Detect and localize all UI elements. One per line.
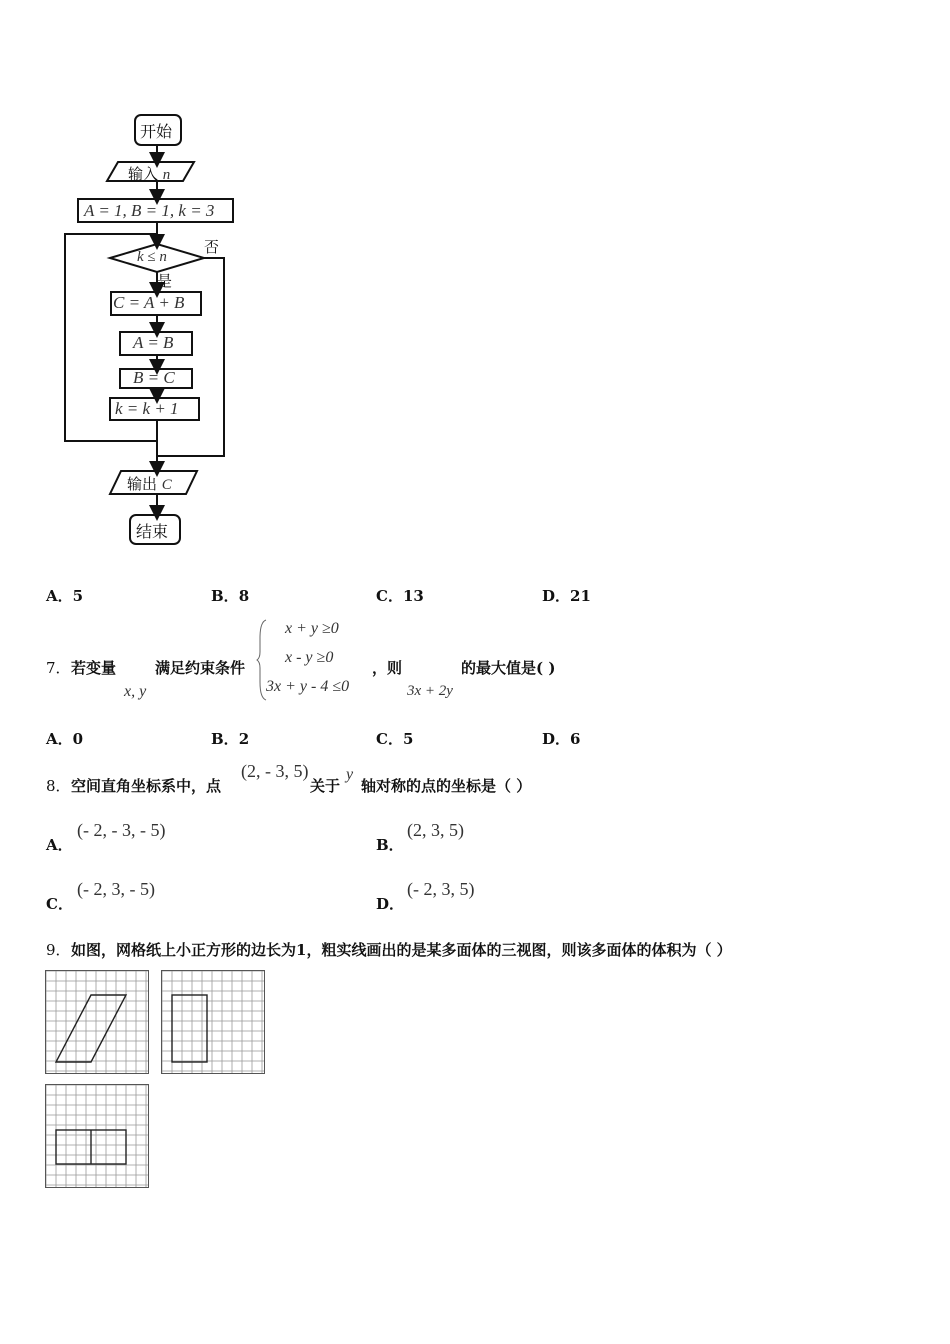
q9-text: 如图，网格纸上小正方形的边长为1，粗实线画出的是某多面体的三视图，则该多面体的体积为（ ） (71, 941, 732, 959)
q9-number: 9． (46, 941, 71, 959)
q7-text-4: 的最大值是( ) (461, 659, 556, 677)
flow-start-text: 开始 (140, 122, 173, 141)
q7-option-d[interactable]: D．6 (542, 730, 581, 748)
q7-constraint-2: x - y ≥0 (285, 649, 334, 666)
side-view-grid (161, 970, 265, 1074)
flow-no-label: 否 (204, 238, 220, 256)
q6-option-a[interactable]: A．5 (46, 587, 84, 605)
flow-input-text (128, 163, 170, 184)
q7-option-a[interactable]: A．0 (46, 730, 84, 748)
q6-option-b[interactable]: B．8 (211, 587, 250, 605)
q7-vars: x, y (124, 683, 147, 700)
q7-text-3: ，则 (372, 659, 403, 677)
q8-text-3: 轴对称的点的坐标是（ ） (361, 777, 532, 795)
q6-option-c[interactable]: C．13 (376, 587, 424, 605)
front-view-parallelogram (56, 995, 126, 1062)
q8-option-d-value[interactable]: (- 2, 3, 5) (407, 879, 475, 899)
q8-text-2: 关于 (310, 777, 341, 795)
q8-option-c-value[interactable]: (- 2, 3, - 5) (77, 879, 155, 899)
q6-option-d[interactable]: D．21 (542, 587, 591, 605)
q7-text-1: 若变量 (71, 659, 117, 677)
q8-axis: y (346, 766, 354, 783)
q8-text-1: 空间直角坐标系中，点 (71, 777, 222, 795)
flow-step4-text: k = k + 1 (115, 399, 179, 418)
q8-option-a-value[interactable]: (- 2, - 3, - 5) (77, 820, 166, 840)
flow-yes-label: 是 (157, 272, 173, 290)
top-view-grid (45, 1084, 149, 1188)
q8-option-b-letter[interactable]: B． (376, 836, 404, 854)
q7-constraint-3: 3x + y - 4 ≤0 (266, 678, 350, 695)
q7-number: 7． (46, 659, 71, 677)
q7-expr: 3x + 2y (407, 683, 453, 699)
flow-condition-text: k ≤ n (137, 249, 167, 265)
q8-option-b-value[interactable]: (2, 3, 5) (407, 820, 464, 840)
q7-constraint-1: x + y ≥0 (285, 620, 339, 637)
flow-output-text (127, 473, 172, 494)
flow-init-text: A = 1, B = 1, k = 3 (84, 201, 215, 220)
flow-input-var: n (162, 167, 171, 183)
flow-input-label: 输入 (128, 165, 159, 183)
q7-option-c[interactable]: C．5 (376, 730, 414, 748)
flow-output-var: C (161, 477, 172, 493)
q8-option-d-letter[interactable]: D． (376, 895, 405, 913)
flow-output-label: 输出 (127, 475, 158, 493)
flow-step1-text: C = A + B (113, 293, 185, 312)
front-view-grid (45, 970, 149, 1074)
q7-option-b[interactable]: B．2 (211, 730, 250, 748)
q7-text-2: 满足约束条件 (155, 659, 246, 677)
flow-end-text: 结束 (136, 522, 169, 541)
q8-option-c-letter[interactable]: C． (46, 895, 73, 913)
q8-point: (2, - 3, 5) (241, 761, 309, 781)
q8-option-a-letter[interactable]: A． (46, 836, 73, 854)
q8-number: 8． (46, 777, 71, 795)
flow-step3-text: B = C (133, 368, 175, 387)
flow-step2-text: A = B (133, 333, 174, 352)
